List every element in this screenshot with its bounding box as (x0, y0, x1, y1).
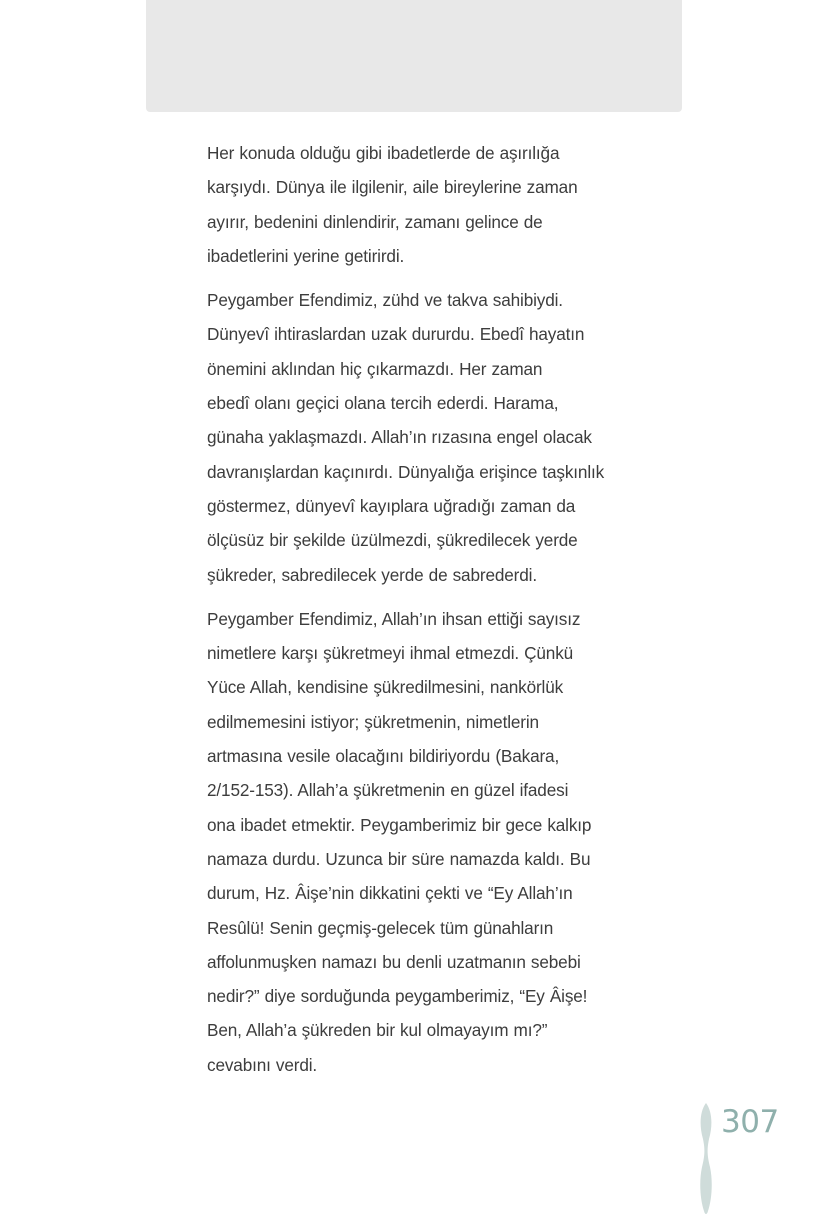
text-line: ayırır, bedenini dinlendirir, zamanı gelince de (207, 211, 543, 232)
text-line: nimetlere karşı şükretmeyi ihmal etmezdi. Çünkü (207, 643, 574, 664)
text-line: Ben, Allah’a şükreden bir kul olmayayım mı?” (207, 1020, 548, 1041)
text-line: durum, Hz. Âişe’nin dikkatini çekti ve “Ey Allah’ın (207, 883, 573, 904)
text-line: karşıydı. Dünya ile ilgilenir, aile bireylerine zaman (207, 177, 578, 198)
text-line: namaza durdu. Uzunca bir süre namazda kaldı. Bu (207, 848, 591, 869)
text-line: nedir?” diye sorduğunda peygamberimiz, “Ey Âişe! (207, 986, 588, 1007)
text-line: şükreder, sabredilecek yerde de sabrederdi. (207, 564, 537, 585)
text-line: Dünyevî ihtiraslardan uzak dururdu. Ebedî hayatın (207, 324, 585, 345)
paragraph-1 (207, 136, 639, 273)
text-line: ölçüsüz bir şekilde üzülmezdi, şükredilecek yerde (207, 530, 578, 551)
page-ornament-icon (696, 1103, 716, 1217)
text-line: göstermez, dünyevî kayıplara uğradığı zaman da (207, 495, 576, 516)
text-line: 2/152-153). Allah’a şükretmenin en güzel ifadesi (207, 780, 569, 801)
paragraph-3 (207, 602, 639, 1082)
text-line: Peygamber Efendimiz, zühd ve takva sahibiydi. (207, 290, 563, 311)
paragraph-2 (207, 283, 639, 592)
text-line: ibadetlerini yerine getirirdi. (207, 245, 405, 266)
text-line: Her konuda olduğu gibi ibadetlerde de aşırılığa (207, 143, 560, 163)
text-line: edilmemesini istiyor; şükretmenin, nimetlerin (207, 711, 539, 732)
text-line: önemini aklından hiç çıkarmazdı. Her zaman (207, 358, 543, 379)
page-body (207, 136, 639, 1082)
text-line: Yüce Allah, kendisine şükredilmesini, nankörlük (207, 677, 564, 698)
text-line: cevabını verdi. (207, 1054, 318, 1075)
text-line: Resûlü! Senin geçmiş-gelecek tüm günahların (207, 917, 554, 938)
header-placeholder-box (146, 0, 682, 112)
page-number: 307 (721, 1104, 779, 1140)
text-line: affolunmuşken namazı bu denli uzatmanın sebebi (207, 951, 581, 972)
text-line: davranışlardan kaçınırdı. Dünyalığa erişince taşkınlık (207, 461, 605, 482)
text-line: artmasına vesile olacağını bildiriyordu (Bakara, (207, 746, 560, 767)
ornament-shape (700, 1103, 711, 1214)
text-line: ebedî olanı geçici olana tercih ederdi. Harama, (207, 393, 559, 414)
text-line: Peygamber Efendimiz, Allah’ın ihsan ettiği sayısız (207, 608, 581, 629)
text-line: ona ibadet etmektir. Peygamberimiz bir gece kalkıp (207, 814, 592, 835)
text-line: günaha yaklaşmazdı. Allah’ın rızasına engel olacak (207, 427, 592, 448)
